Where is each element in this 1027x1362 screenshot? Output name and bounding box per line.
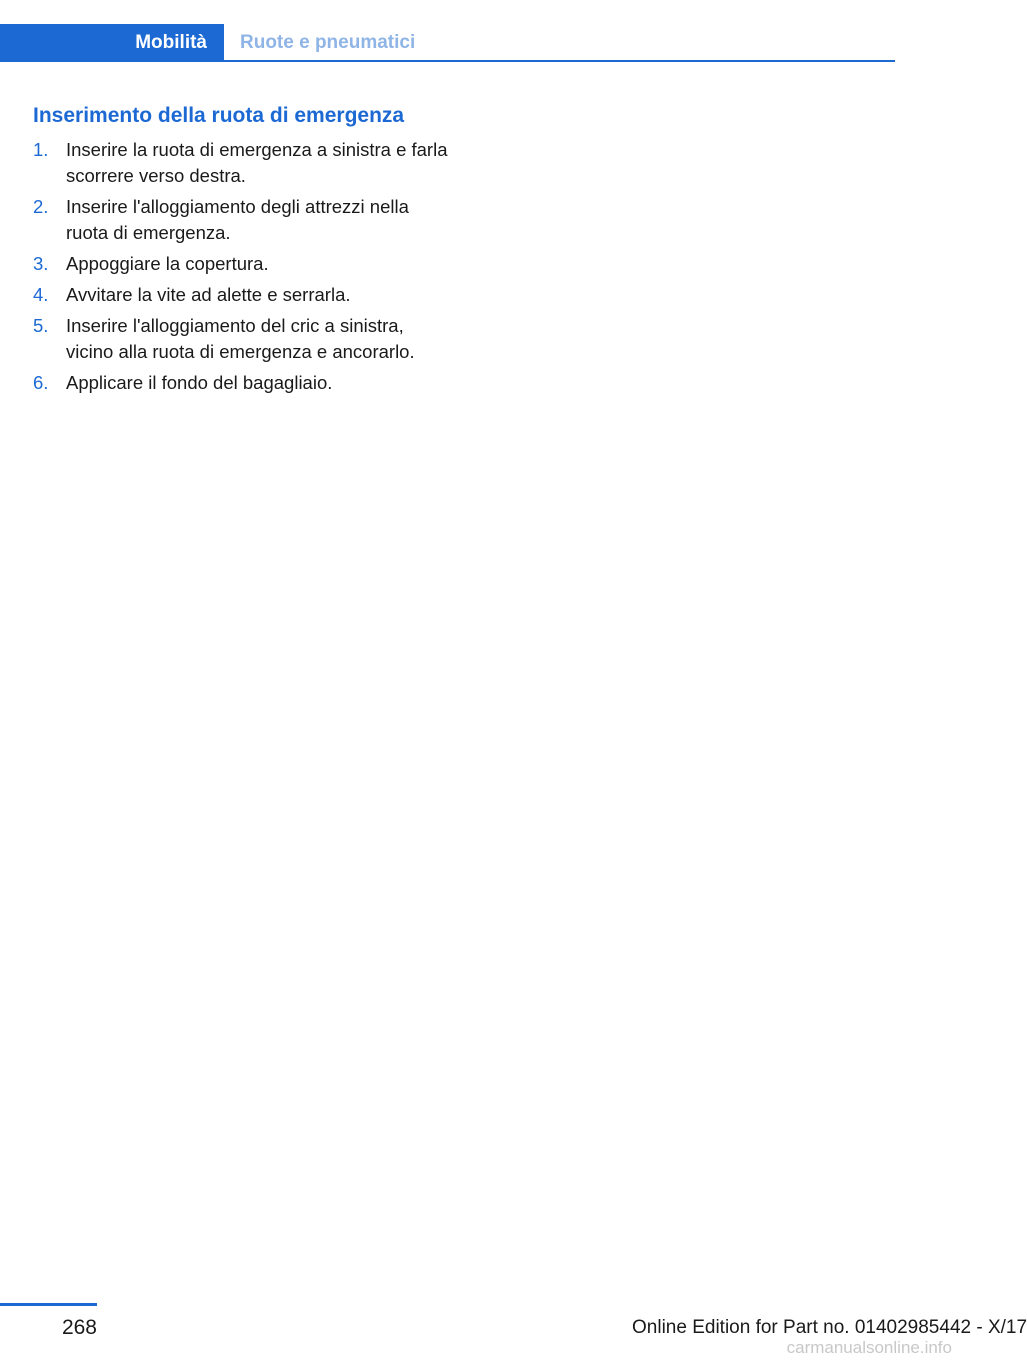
step-text: Avvitare la vite ad alette e serrarla. — [66, 284, 351, 305]
watermark: carmanualsonline.info — [786, 1338, 952, 1357]
step-text: Applicare il fondo del bagagliaio. — [66, 372, 333, 393]
list-item — [33, 194, 453, 246]
step-number: 1. — [33, 139, 49, 160]
section-tab[interactable]: Ruote e pneumatici — [240, 32, 416, 53]
list-item — [33, 313, 453, 365]
step-text: Appoggiare la copertura. — [66, 253, 269, 274]
edition-label: Online Edition for Part no. 01402985442 - X/17 — [632, 1317, 1027, 1338]
section-title: Inserimento della ruota di emergenza — [33, 104, 405, 127]
list-item — [33, 251, 453, 277]
step-number: 5. — [33, 315, 49, 336]
step-number: 6. — [33, 372, 49, 393]
page-number: 268 — [61, 1316, 97, 1339]
step-text: Inserire l'alloggiamento degli attrezzi nella ruota di emergenza. — [66, 196, 409, 243]
chapter-tab[interactable]: Mobilità — [0, 24, 224, 62]
step-number: 4. — [33, 284, 49, 305]
step-number: 2. — [33, 196, 49, 217]
list-item — [33, 137, 453, 189]
list-item — [33, 370, 453, 396]
step-number: 3. — [33, 253, 49, 274]
step-text: Inserire la ruota di emergenza a sinistra e farla scorrere verso destra. — [66, 139, 448, 186]
list-item — [33, 282, 453, 308]
step-text: Inserire l'alloggiamento del cric a sinistra, vicino alla ruota di emergenza e ancorarlo. — [66, 315, 415, 362]
steps-list — [33, 137, 453, 401]
footer-rule — [0, 1303, 97, 1306]
